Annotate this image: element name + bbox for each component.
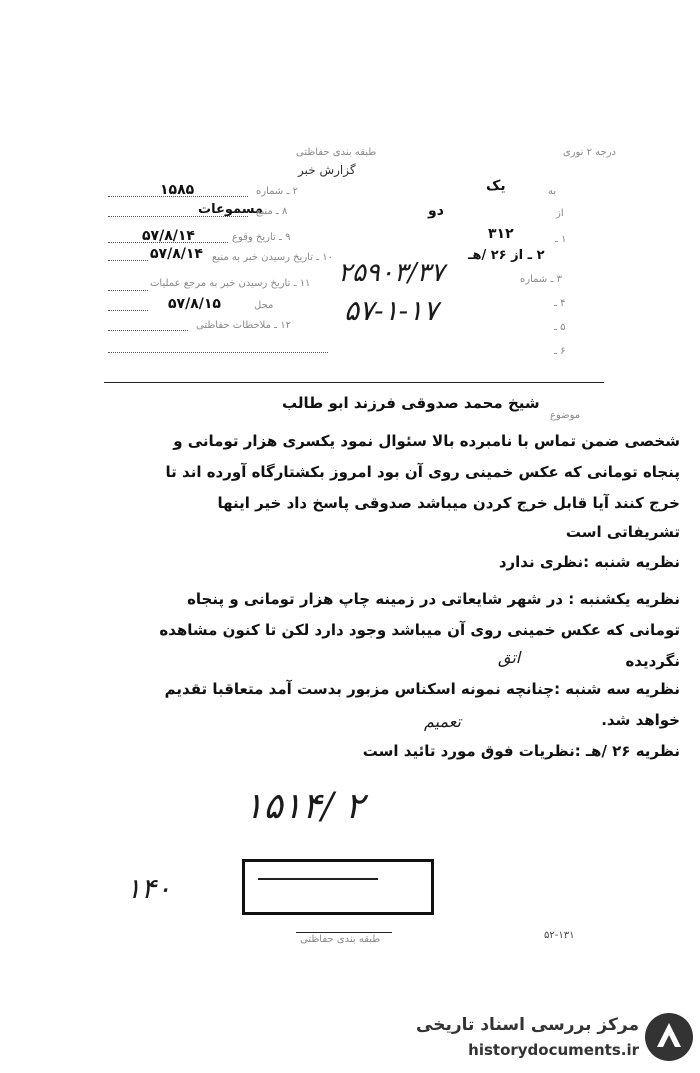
stamp-mark [258,878,378,890]
body-line: نگردیده [625,652,680,670]
form-grade-tag: درجه ۲ نوری [562,147,616,158]
location-label: محل [254,300,274,311]
body-line: نظریه سه شنبه :چنانچه نمونه اسکناس مزبور بدست آمد متعاقبا تقدیم [164,680,680,698]
body-line: پنجاه تومانی که عکس خمینی روی آن بود امروز بکشتارگاه آورده اند تا [165,463,680,481]
body-line: تومانی که عکس خمینی روی آن میباشد وجود دارد لکن تا کنون مشاهده [159,621,680,639]
header-divider [104,382,604,383]
field-1-label: ۱ ـ [555,234,567,245]
field-1-value: ۳۱۲ [488,226,514,242]
from-value: دو [428,203,444,219]
body-line: تشریفاتی است [565,523,680,541]
source-label: ۸ ـ منبع [256,206,288,217]
from-label: از [556,208,564,219]
field-5-label: ۵ ـ [554,322,566,333]
report-title: گزارش خبر [298,163,356,177]
received-ops-date-label: ۱۱ ـ تاریخ رسیدن خبر به مرجع عملیات [150,278,311,289]
watermark-title: مرکز بررسی اسناد تاریخی [416,1015,639,1035]
handwritten-file-number: ۱۵۱۴/ ۲ [244,786,365,827]
occurrence-date-value: ۵۷/۸/۱۴ [142,228,195,244]
to-value: یک [486,178,506,194]
field-3-label: ۳ ـ شماره [520,274,562,285]
to-label: به [548,186,557,197]
report-number-label: ۲ ـ شماره [256,186,298,197]
report-number-value: ۱۵۸۵ [160,182,195,198]
body-line: نظریه ۲۶ /هـ :نظریات فوق مورد تائید است [362,742,680,760]
classification-header: طبقه بندی حفاظتی [296,147,377,158]
subject-text: شیخ محمد صدوقی فرزند ابو طالب [282,394,540,412]
body-line: نظریه یکشنبه : در شهر شایعاتی در زمینه چاپ هزار تومانی و پنجاه [187,590,680,608]
location-value: ۵۷/۸/۱۵ [168,296,221,312]
received-source-date-label: ۱۰ ـ تاریخ رسیدن خبر به منبع [212,252,334,263]
body-line: خرج کنند آیا قابل خرج کردن میباشد صدوقی پاسخ داد خیر اینها [217,494,680,512]
watermark-url: historydocuments.ir [468,1041,639,1059]
handwritten-initial: اتق [498,648,521,667]
handwritten-date: ۵۷-۱-۱۷ [344,294,439,327]
handwritten-initial: تعمیم [424,712,461,731]
handwritten-number: ۲۵۹۰۳/۳۷ [338,258,445,288]
field-6-label: ۶ ـ [554,346,566,357]
archive-watermark [412,1005,697,1069]
field-2-label: ۲ ـ از ۲۶ /هـ [468,248,545,263]
source-value: مسموعات [198,202,263,217]
form-code: ۵۲-۱۳۱ [544,930,575,941]
subject-label: موضوع [550,410,581,421]
body-line: خواهد شد. [601,711,680,729]
footer-divider [296,932,392,933]
body-line: شخصی ضمن تماس با نامبرده بالا سئوال نمود یکسری هزار تومانی و [173,432,680,450]
archive-logo-icon [643,1011,695,1063]
handwritten-margin-number: ۱۴۰ [126,872,172,905]
security-notes-label: ۱۲ ـ ملاحظات حفاظتی [196,320,291,331]
field-4-label: ۴ ـ [554,298,566,309]
received-source-date-value: ۵۷/۸/۱۴ [150,246,203,262]
occurrence-date-label: ۹ ـ تاریخ وقوع [232,232,291,243]
body-line: نظریه شنبه :نظری ندارد [498,553,680,571]
footer-classification: طبقه بندی حفاظتی [300,934,381,945]
